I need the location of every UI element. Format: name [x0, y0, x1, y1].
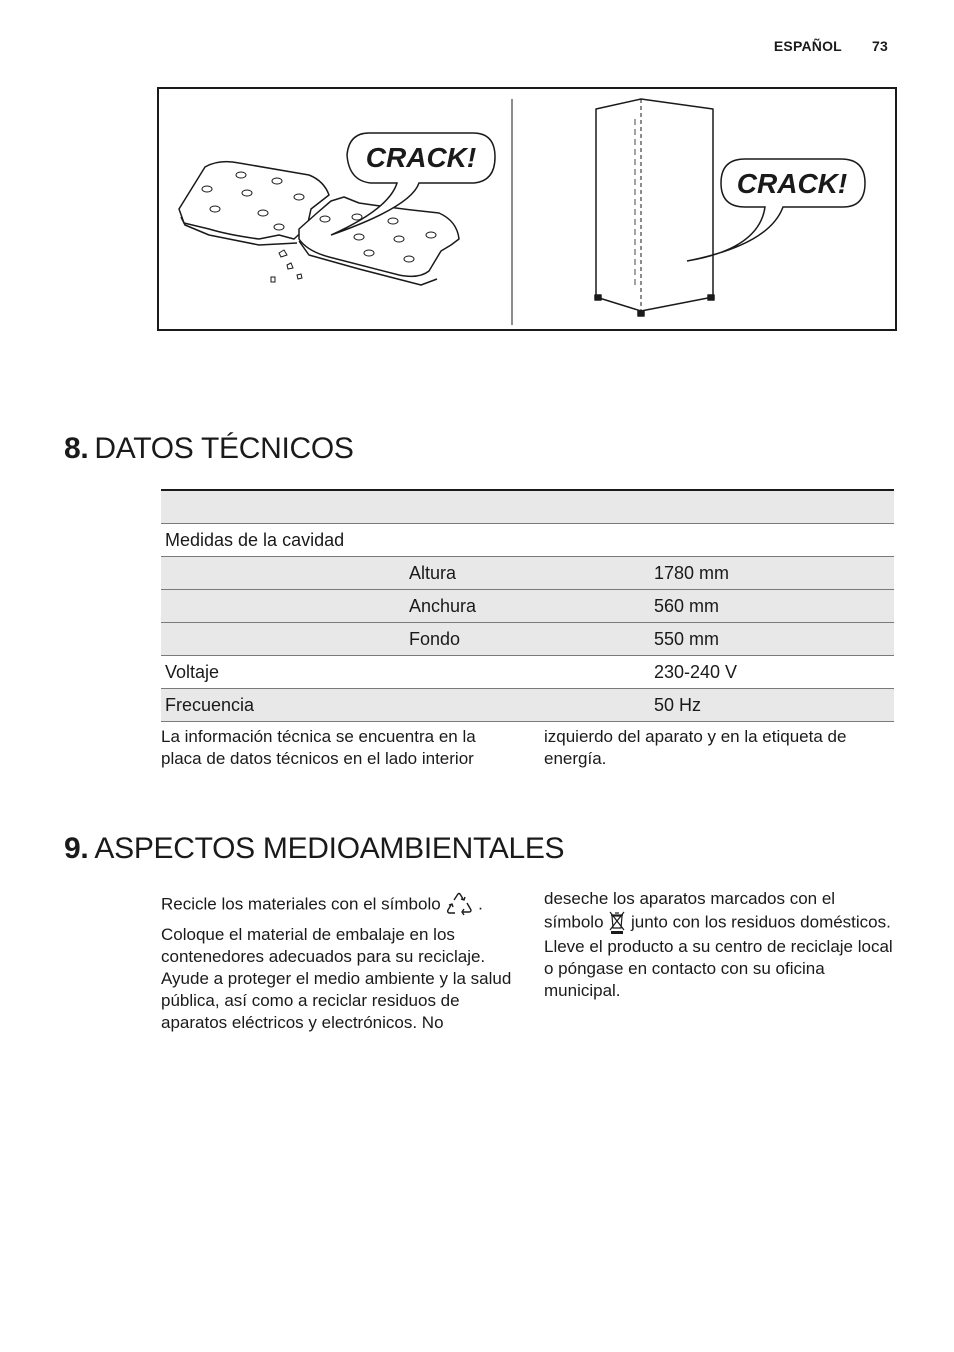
- row-value: 50 Hz: [650, 689, 894, 722]
- table-row: [161, 557, 894, 590]
- table-row: [161, 656, 894, 689]
- table-row: [161, 524, 894, 557]
- header-language: ESPAÑOL: [773, 38, 842, 54]
- row-sublabel: [405, 524, 650, 557]
- section-8-title: [64, 432, 354, 466]
- section-8-heading: DATOS TÉCNICOS: [94, 432, 354, 465]
- row-label: Frecuencia: [161, 689, 405, 722]
- technical-data-table: [161, 489, 894, 722]
- table-row: [161, 490, 894, 524]
- section-8-number: 8.: [64, 432, 89, 465]
- packaging-paragraph: Coloque el material de embalaje en los contenedores adecuados para su reciclaje. Ayude a proteger el medio ambiente y la salud pública, así como a reciclar residuos de aparatos eléctricos y electrónicos. No: [161, 925, 512, 1032]
- section-9-title: [64, 832, 564, 866]
- fridge-icon: [595, 99, 714, 316]
- env-right-column: [544, 888, 894, 1008]
- row-sublabel: Altura: [405, 557, 650, 590]
- row-label: [161, 557, 405, 590]
- row-label: Voltaje: [161, 656, 405, 689]
- row-value: 1780 mm: [650, 557, 894, 590]
- row-sublabel: Fondo: [405, 623, 650, 656]
- row-sublabel: Anchura: [405, 590, 650, 623]
- left-crack-caption: CRACK!: [365, 142, 477, 173]
- table-row: [161, 689, 894, 722]
- env-left-column: [161, 892, 513, 1040]
- row-label: Medidas de la cavidad: [161, 524, 405, 557]
- disposal-text-b: junto con los residuos domésticos. Lleve el producto a su centro de reciclaje local o póngase en contacto con su oficina municipal.: [544, 912, 893, 1000]
- row-value: [650, 524, 894, 557]
- crack-illustration: [159, 89, 899, 333]
- header-page-number: 73: [872, 38, 888, 54]
- tech-note-left-text: La información técnica se encuentra en la placa de datos técnicos en el lado interior: [161, 727, 476, 768]
- row-value: 230-240 V: [650, 656, 894, 689]
- tech-note-right-text: izquierdo del aparato y en la etiqueta de energía.: [544, 727, 847, 768]
- recycle-text-end: .: [478, 894, 483, 914]
- row-value: 560 mm: [650, 590, 894, 623]
- disposal-text-a: deseche los aparatos marcados con el símbolo: [544, 889, 836, 932]
- table-row: [161, 623, 894, 656]
- crossed-bin-icon: [608, 910, 626, 936]
- row-sublabel: [405, 689, 650, 722]
- row-sublabel: [405, 490, 650, 524]
- row-sublabel: [405, 656, 650, 689]
- right-crack-caption: CRACK!: [736, 168, 848, 199]
- row-value: 550 mm: [650, 623, 894, 656]
- illustration-frame: [157, 87, 897, 331]
- tech-note-left: [161, 726, 513, 776]
- row-value: [650, 490, 894, 524]
- row-label: [161, 623, 405, 656]
- section-9-heading: ASPECTOS MEDIOAMBIENTALES: [94, 832, 565, 865]
- page-header: [774, 38, 888, 54]
- recycle-text: Recicle los materiales con el símbolo: [161, 894, 441, 914]
- row-label: [161, 490, 405, 524]
- tech-note-right: [544, 726, 894, 776]
- recycle-icon: [445, 892, 473, 918]
- ice-fragments: [271, 250, 302, 282]
- disposal-paragraph: [544, 888, 894, 1002]
- recycle-paragraph: [161, 892, 513, 918]
- table-row: [161, 590, 894, 623]
- section-9-number: 9.: [64, 832, 89, 865]
- row-label: [161, 590, 405, 623]
